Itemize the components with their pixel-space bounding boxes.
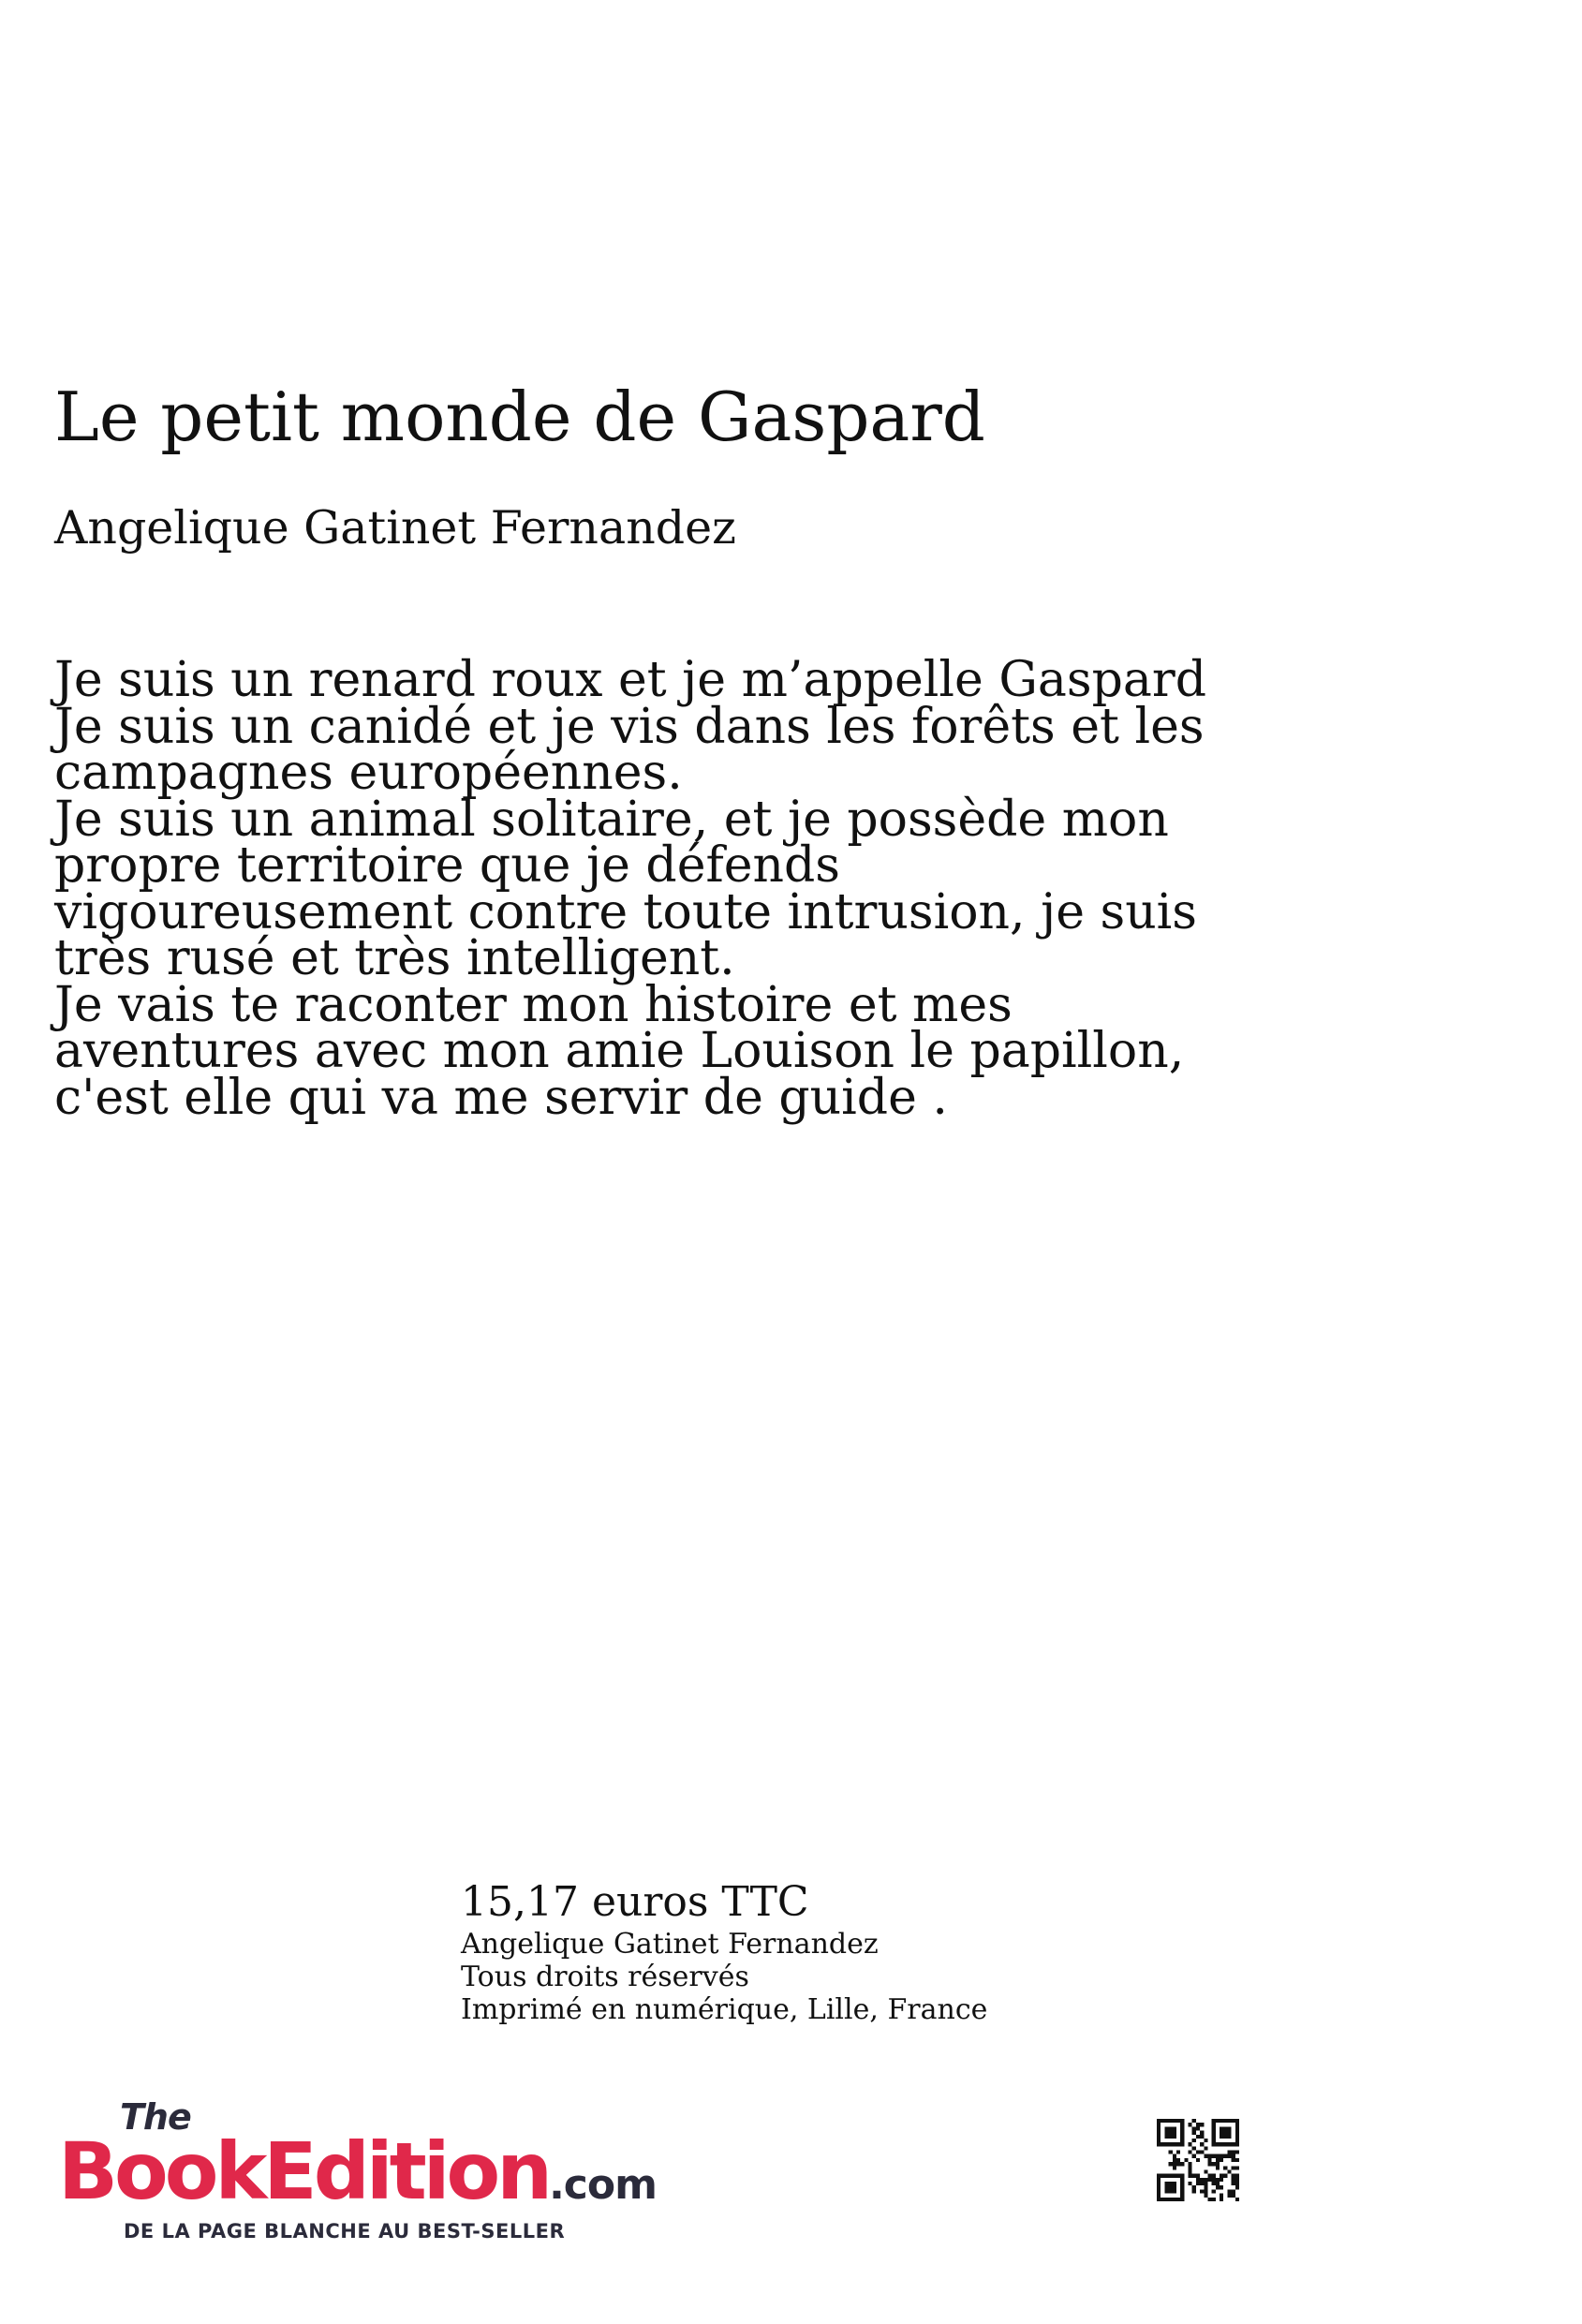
price: 15,17 euros TTC [461, 1878, 809, 1926]
logo-the: The [120, 2096, 191, 2138]
logo-tagline: DE LA PAGE BLANCHE AU BEST-SELLER [124, 2220, 566, 2243]
logo-wordmark [58, 2124, 657, 2232]
qr-code-icon [1157, 2119, 1239, 2201]
blurb-line: très rusé et très intelligent. [54, 930, 735, 986]
blurb-line: propre territoire que je défends [54, 837, 840, 894]
book-blurb [54, 652, 1235, 1126]
publisher-logo [58, 2096, 657, 2256]
colophon-author: Angelique Gatinet Fernandez [461, 1928, 879, 1961]
blurb-line: c'est elle qui va me servir de guide . [54, 1069, 948, 1126]
logo-brand: BookEdition [58, 2125, 550, 2217]
blurb-line: aventures avec mon amie Louison le papillon, [54, 1023, 1185, 1079]
blurb-line: Je suis un animal solitaire, et je possède mon [54, 791, 1169, 848]
logo-domain: .com [549, 2161, 657, 2209]
blurb-line: campagnes européennes. [54, 745, 683, 801]
book-author: Angelique Gatinet Fernandez [54, 501, 736, 555]
blurb-line: Je suis un renard roux et je m’appelle Gaspard [54, 652, 1207, 708]
rights-notice: Tous droits réservés [461, 1961, 749, 1993]
blurb-line: Je vais te raconter mon histoire et mes [54, 976, 1013, 1033]
blurb-line: vigoureusement contre toute intrusion, je suis [54, 883, 1197, 940]
book-title: Le petit monde de Gaspard [54, 377, 985, 456]
blurb-line: Je suis un canidé et je vis dans les forêts et les [54, 698, 1205, 755]
print-location: Imprimé en numérique, Lille, France [461, 1993, 988, 2026]
colophon [461, 1877, 987, 2026]
